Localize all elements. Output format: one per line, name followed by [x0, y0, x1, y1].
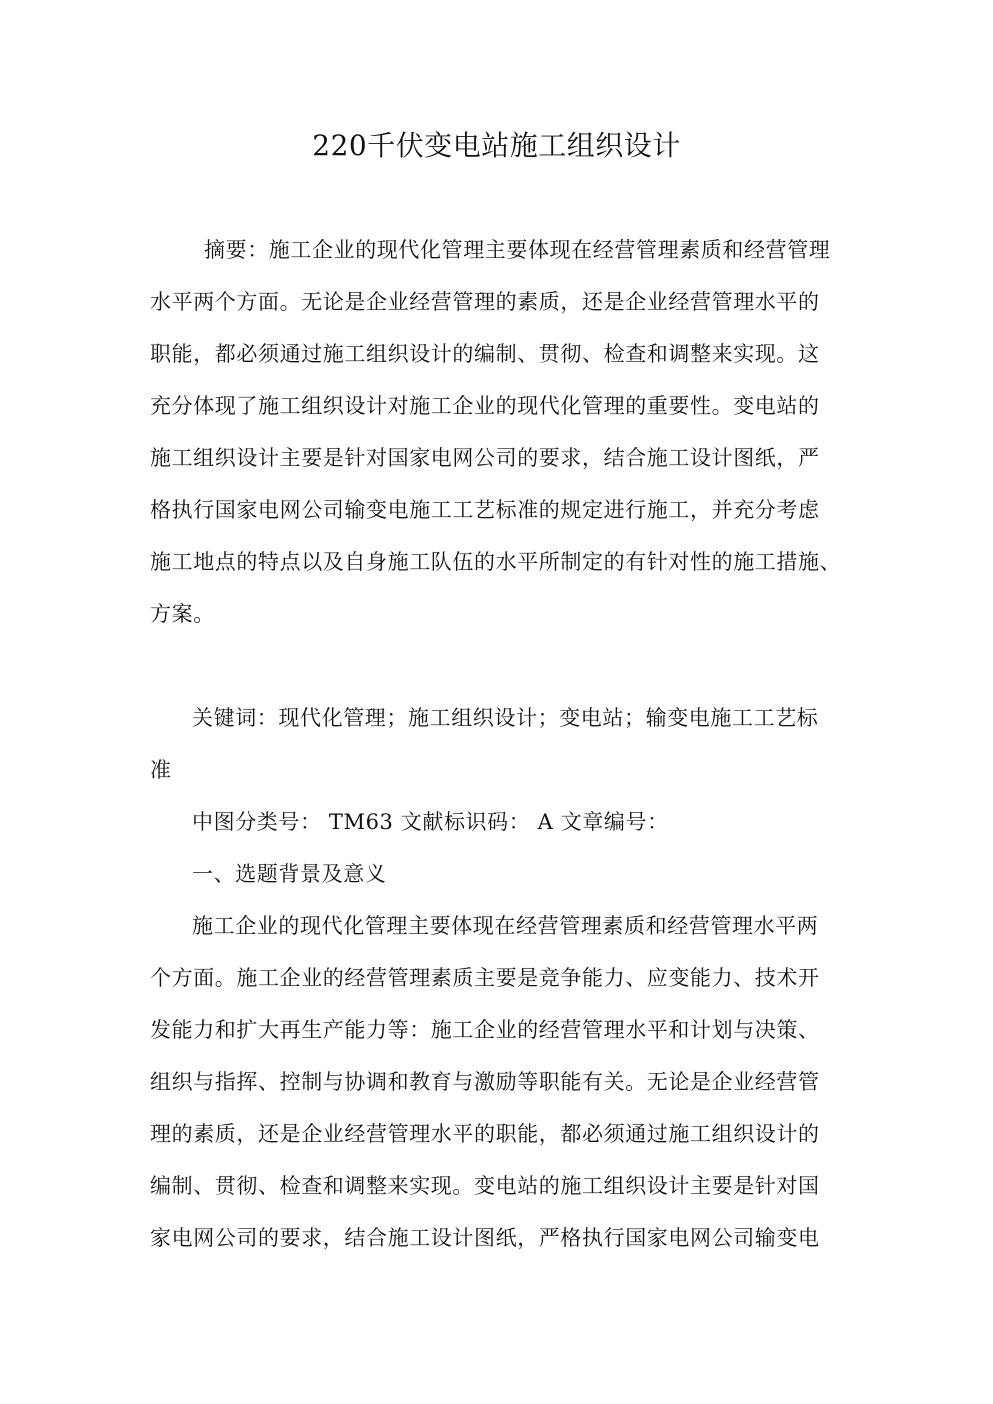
- abstract-line: 格执行国家电网公司输变电施工工艺标准的规定进行施工，并充分考虑: [150, 498, 820, 522]
- abstract-line: 方案。: [150, 602, 215, 626]
- abstract-line: 水平两个方面。无论是企业经营管理的素质，还是企业经营管理水平的: [150, 290, 820, 314]
- keywords-line: 准: [150, 758, 172, 782]
- section-heading: 一、选题背景及意义: [192, 862, 387, 886]
- document-title: 220千伏变电站施工组织设计: [312, 129, 681, 162]
- abstract-line: 施工地点的特点以及自身施工队伍的水平所制定的有针对性的施工措施、: [150, 550, 842, 574]
- body-line: 个方面。施工企业的经营管理素质主要是竞争能力、应变能力、技术开: [150, 966, 820, 990]
- body-line: 编制、贯彻、检查和调整来实现。变电站的施工组织设计主要是针对国: [150, 1174, 820, 1198]
- abstract-line: 充分体现了施工组织设计对施工企业的现代化管理的重要性。变电站的: [150, 394, 820, 418]
- abstract-line: 职能，都必须通过施工组织设计的编制、贯彻、检查和调整来实现。这: [150, 342, 820, 366]
- body-line: 发能力和扩大再生产能力等：施工企业的经营管理水平和计划与决策、: [150, 1018, 820, 1042]
- body-line: 家电网公司的要求，结合施工设计图纸，严格执行国家电网公司输变电: [150, 1226, 820, 1250]
- body-line: 组织与指挥、控制与协调和教育与激励等职能有关。无论是企业经营管: [150, 1070, 820, 1094]
- keywords-line: 关键词：现代化管理；施工组织设计；变电站；输变电施工工艺标: [192, 706, 819, 730]
- abstract-line: 摘要：施工企业的现代化管理主要体现在经营管理素质和经营管理: [204, 238, 831, 262]
- classification-line: 中图分类号： TM63 文献标识码： A 文章编号：: [192, 810, 669, 834]
- body-line: 理的素质，还是企业经营管理水平的职能，都必须通过施工组织设计的: [150, 1122, 820, 1146]
- abstract-line: 施工组织设计主要是针对国家电网公司的要求，结合施工设计图纸，严: [150, 446, 820, 470]
- body-line: 施工企业的现代化管理主要体现在经营管理素质和经营管理水平两: [192, 914, 819, 938]
